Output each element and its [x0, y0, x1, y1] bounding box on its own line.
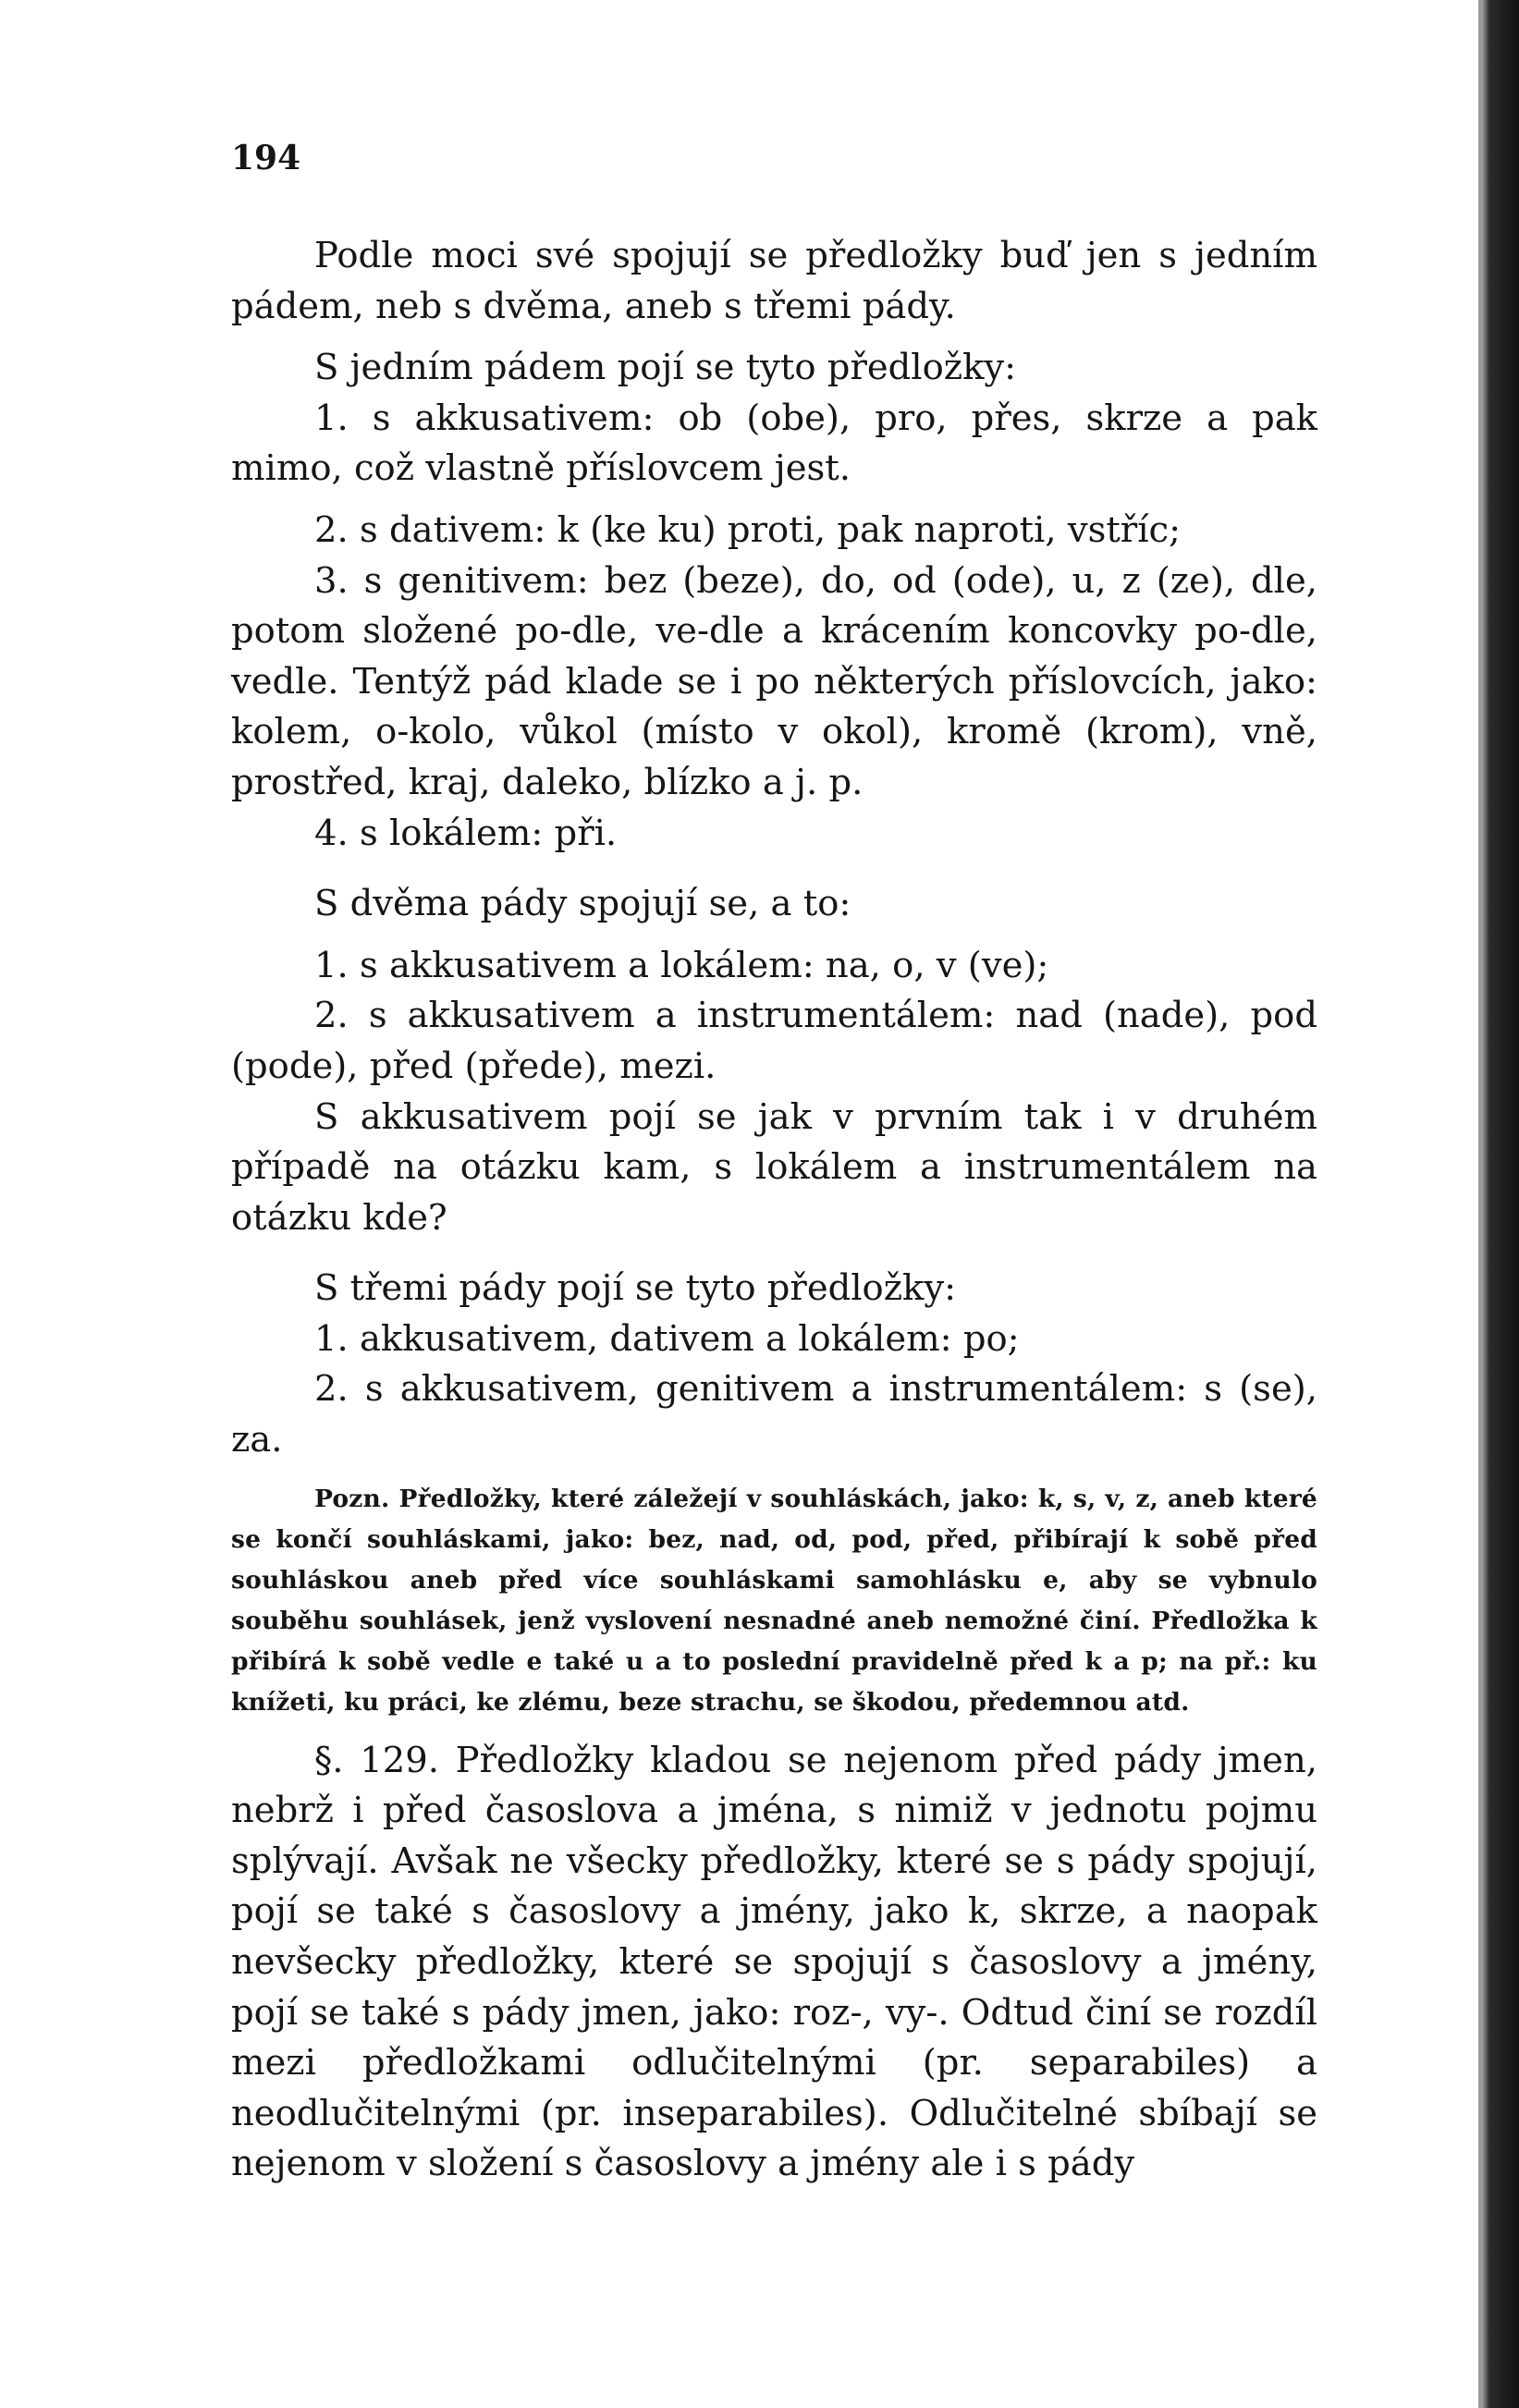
heading-one-case: S jedním pádem pojí se tyto předložky:	[314, 347, 1017, 389]
heading-two-cases: S dvěma pády spojují se, a to:	[314, 883, 851, 925]
list-item-acc-gen-instr: 2. s akkusativem, genitivem a instrumentálem: s (se), za.	[231, 1368, 1317, 1461]
footnote-text: Pozn. Předložky, které záležejí v souhláskách, jako: k, s, v, z, aneb které se končí souhláskami, jako: bez, nad, od, pod, před, přibírají k sobě před souhláskou aneb před více souhláskami samohlásku e, aby se vybnulo souběhu souhlásek, jenž vyslovení nesnadné aneb nemožné činí. Předložka k přibírá k sobě vedle e také u a to poslední pravidelně před k a p; na př.: ku knížeti, ku práci, ke zlému, beze strachu, se škodou, předemnou atd.	[231, 1484, 1317, 1717]
list-item-acc-dat-loc: 1. akkusativem, dativem a lokálem: po;	[314, 1317, 1020, 1360]
footnote	[231, 1479, 1317, 1723]
list-item-genitive: 3. s genitivem: bez (beze), do, od (ode), u, z (ze), dle, potom složené po-dle, ve-dle a krácením koncovky po-dle, vedle. Tentýž pád klade se i po některých příslovcích, jako: kolem, o-kolo, vůkol (místo v okol), kromě (krom), vně, prostřed, kraj, daleko, blízko a j. p.	[231, 559, 1317, 803]
list-item-accusative: 1. s akkusativem: ob (obe), pro, přes, skrze a pak mimo, což vlastně příslovcem jest.	[231, 397, 1317, 490]
list-item-dative: 2. s dativem: k (ke ku) proti, pak naproti, vstříc;	[314, 508, 1182, 551]
section-129: §. 129. Předložky kladou se nejenom před pády jmen, nebrž i před časoslova a jména, s nimiž v jednotu pojmu splývají. Avšak ne všecky předložky, které se s pády spojují, pojí se také s časoslovy a jmény, jako k, skrze, a naopak nevšecky předložky, které se spojují s časoslovy a jmény, pojí se také s pády jmen, jako: roz-, vy-. Odtud činí se rozdíl mezi předložkami odlučitelnými (pr. separabiles) a neodlučitelnými (pr. inseparabiles). Odlučitelné sbíbají se nejenom v složení s časoslovy a jmény ale i s pády	[231, 1739, 1317, 2185]
list-item-acc-loc: 1. s akkusativem a lokálem: na, o, v (ve);	[314, 944, 1049, 986]
list-item-locative: 4. s lokálem: při.	[314, 812, 618, 854]
page-binding-edge	[1478, 0, 1519, 2408]
page-number: 194	[231, 139, 301, 177]
heading-three-cases: S třemi pády pojí se tyto předložky:	[314, 1267, 957, 1310]
list-item-acc-instr: 2. s akkusativem a instrumentálem: nad (nade), pod (pode), před (přede), mezi.	[231, 995, 1317, 1087]
body-text	[231, 231, 1317, 2190]
paragraph-intro: Podle moci své spojují se předložky buď jen s jedním pádem, neb s dvěma, aneb s třemi pády.	[231, 235, 1317, 327]
paragraph-questions: S akkusativem pojí se jak v prvním tak i v druhém případě na otázku kam, s lokálem a instrumentálem na otázku kde?	[231, 1095, 1317, 1239]
